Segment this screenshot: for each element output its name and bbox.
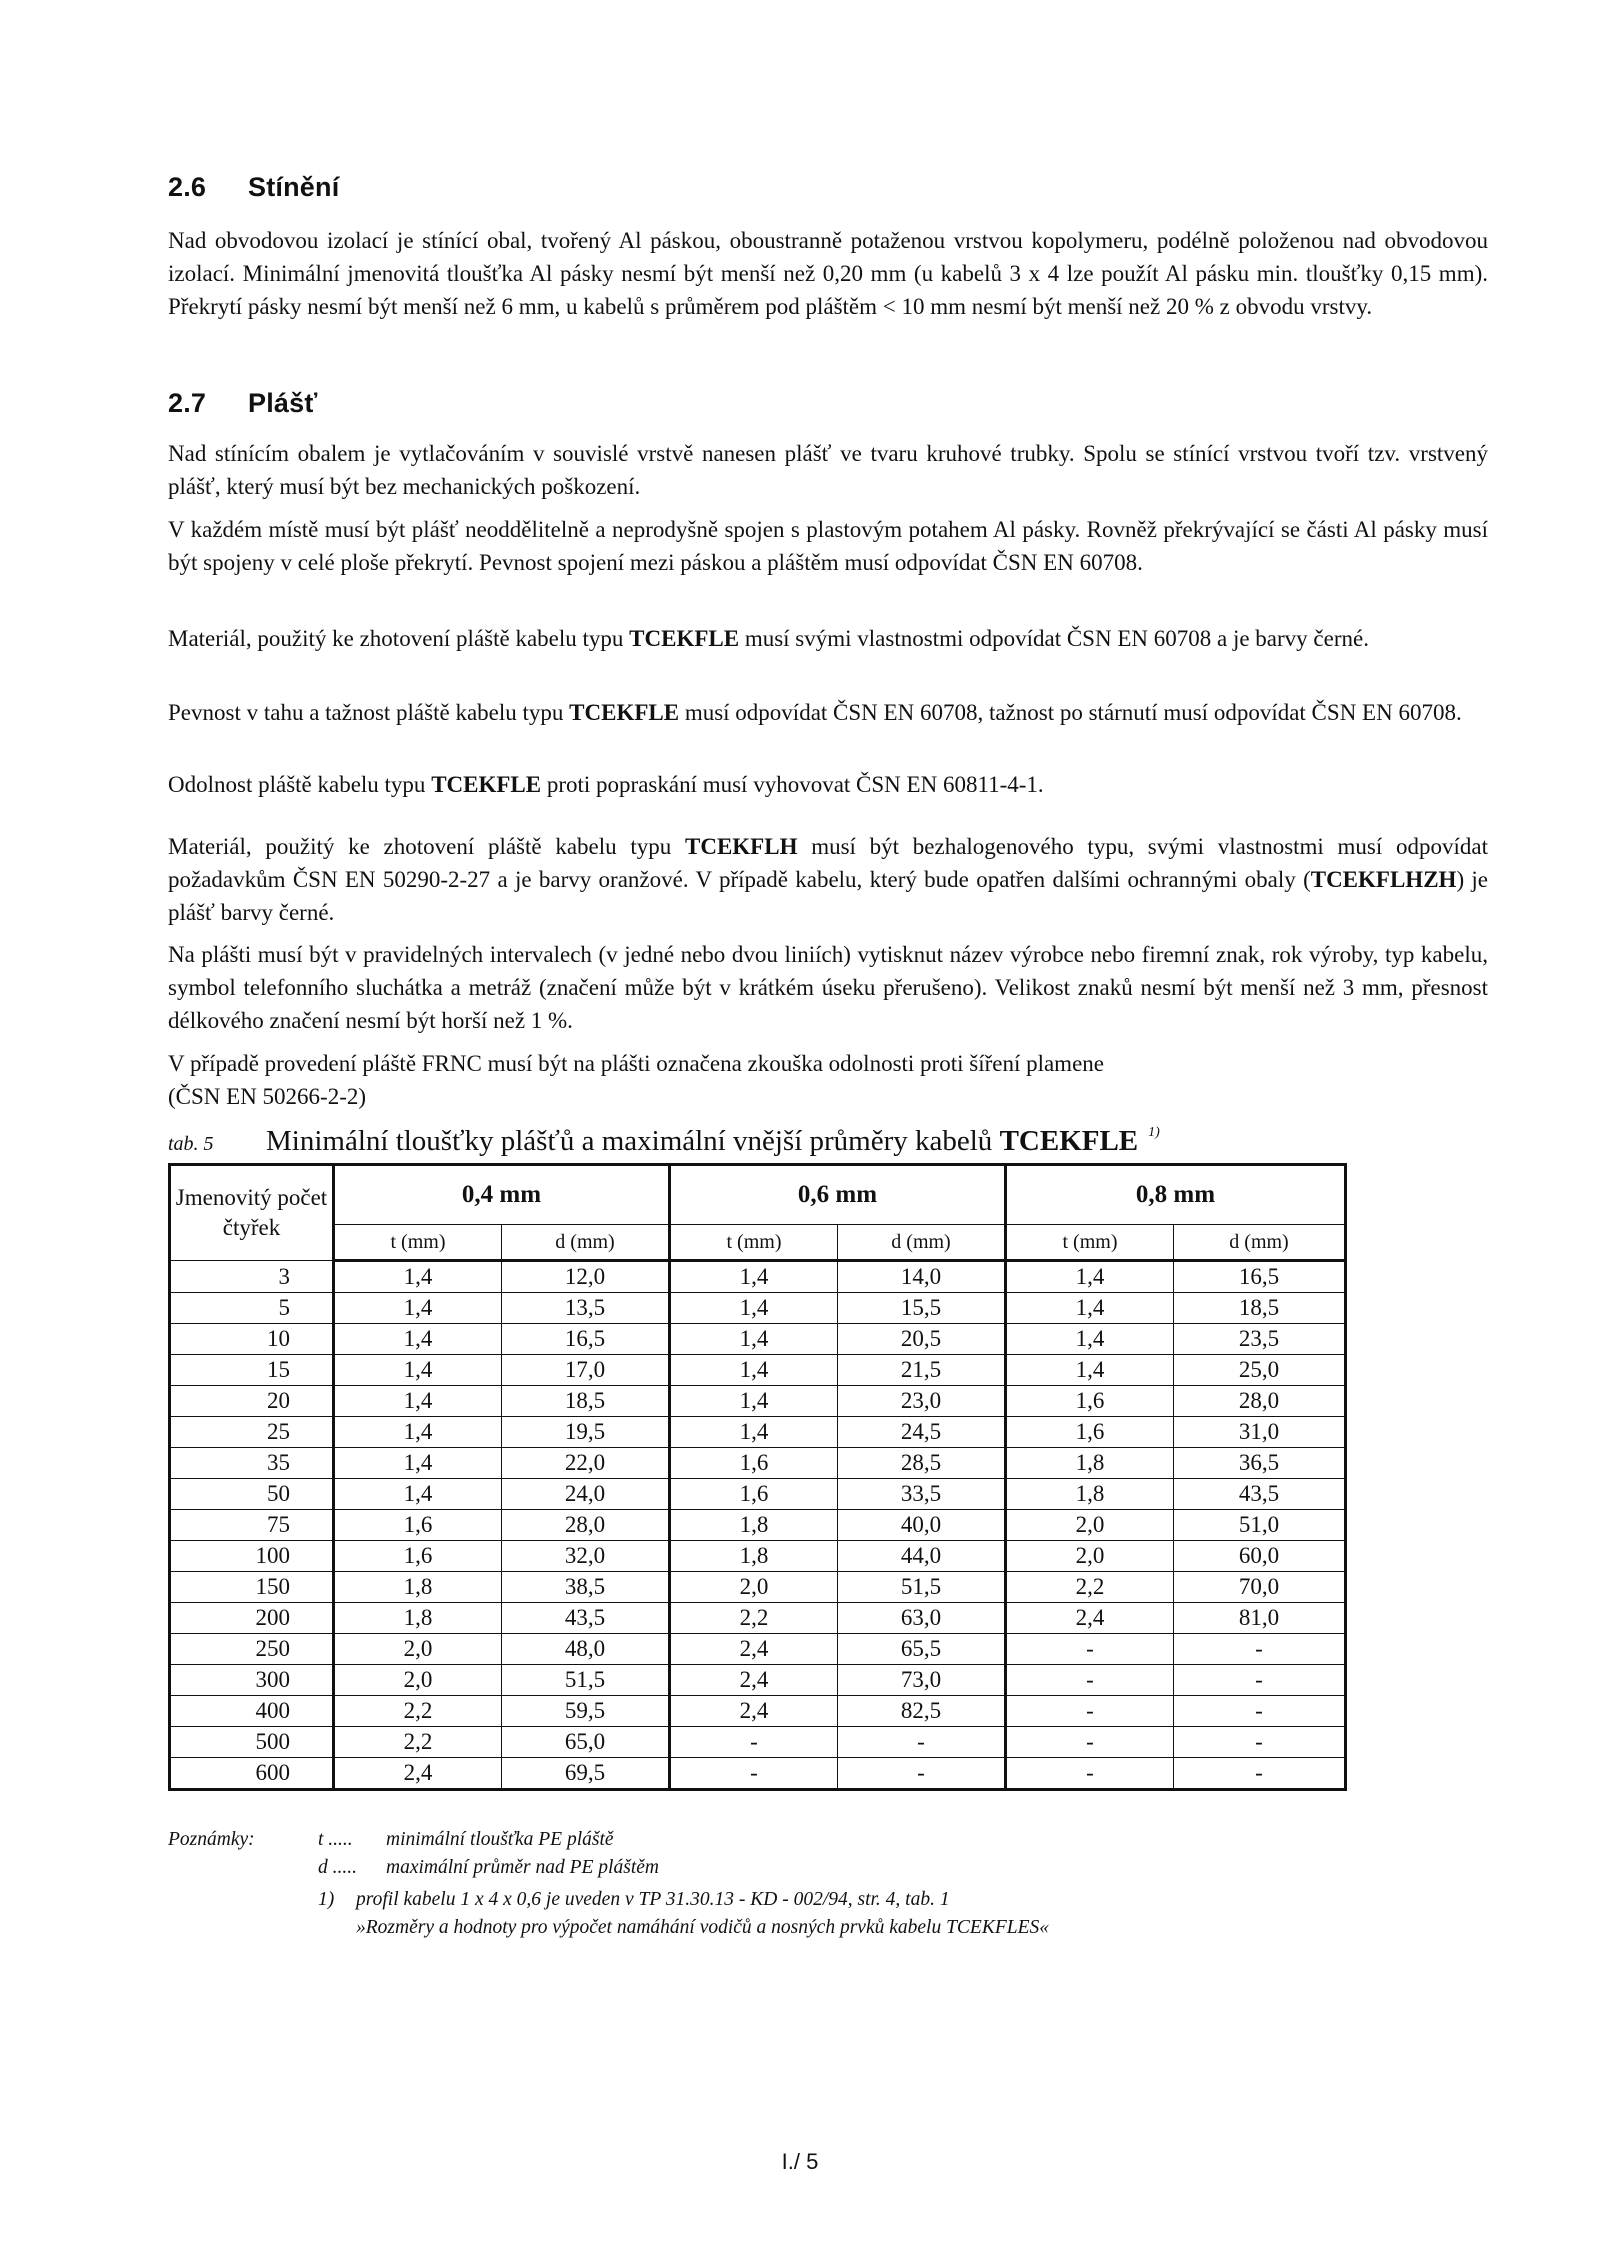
footnote-line-2: »Rozměry a hodnoty pro výpočet namáhání vodičů a nosných prvků kabelu TCEKFLES« (356, 1917, 1050, 1938)
sheath-paragraph-5: Odolnost pláště kabelu typu TCEKFLE proti popraskání musí vyhovovat ČSN EN 60811-4-1. (168, 772, 1044, 797)
thickness-cell: 1,4 (1006, 1355, 1174, 1386)
shielding-paragraph: Nad obvodovou izolací je stínící obal, tvořený Al páskou, oboustranně potaženou vrstvou kopolymeru, podélně položenou nad obvodovou izolací. Minimální jmenovitá tloušťka Al pásky nesmí být menší než 0,20 mm (u kabelů 3 x 4 lze použít Al pásku min. tloušťky 0,15 mm). Překrytí pásky nesmí být menší než 6 mm, u kabelů s průměrem pod pláštěm < 10 mm nesmí být menší než 20 % z obvodu vrstvy. (168, 228, 1488, 319)
diameter-cell: - (1174, 1665, 1346, 1696)
quad-count-cell: 150 (170, 1572, 334, 1603)
footnote-mark: 1) (318, 1889, 335, 1910)
header-group-0-4: 0,4 mm (334, 1165, 670, 1225)
thickness-cell: 2,2 (334, 1696, 502, 1727)
diameter-cell: 81,0 (1174, 1603, 1346, 1634)
table-row (170, 1510, 1346, 1541)
thickness-cell: 1,8 (1006, 1479, 1174, 1510)
diameter-cell: 51,5 (838, 1572, 1006, 1603)
diameter-cell: 12,0 (502, 1261, 670, 1293)
diameter-cell: 13,5 (502, 1293, 670, 1324)
diameter-cell: 70,0 (1174, 1572, 1346, 1603)
diameter-cell: 28,0 (502, 1510, 670, 1541)
diameter-cell: 69,5 (502, 1758, 670, 1790)
notes-label: Poznámky: (168, 1829, 255, 1850)
thickness-cell: 2,2 (1006, 1572, 1174, 1603)
thickness-cell: 1,6 (1006, 1386, 1174, 1417)
diameter-cell: 43,5 (1174, 1479, 1346, 1510)
diameter-cell: 24,5 (838, 1417, 1006, 1448)
thickness-cell: - (1006, 1727, 1174, 1758)
subheader-t: t (mm) (670, 1225, 838, 1261)
diameter-cell: 28,5 (838, 1448, 1006, 1479)
thickness-cell: 2,2 (334, 1727, 502, 1758)
table-label: tab. 5 (168, 1133, 214, 1155)
diameter-cell: 43,5 (502, 1603, 670, 1634)
page-number: I./ 5 (781, 2149, 819, 2174)
diameter-cell: 22,0 (502, 1448, 670, 1479)
table-row (170, 1324, 1346, 1355)
thickness-cell: 1,4 (670, 1261, 838, 1293)
sheath-paragraph-6: Materiál, použitý ke zhotovení pláště kabelu typu TCEKFLH musí být bezhalogenového typu, svými vlastnostmi musí odpovídat požadavkům ČSN EN 50290-2-27 a je barvy oranžové. V případě kabelu, který bude opatřen dalšími ochrannými obaly (TCEKFLHZH) je plášť barvy černé. (168, 834, 1489, 925)
table-row (170, 1696, 1346, 1727)
diameter-cell: 16,5 (502, 1324, 670, 1355)
thickness-cell: 2,4 (670, 1665, 838, 1696)
diameter-cell: 65,5 (838, 1634, 1006, 1665)
thickness-cell: - (1006, 1758, 1174, 1790)
section-number: 2.7 (168, 388, 207, 418)
thickness-cell: 2,0 (334, 1634, 502, 1665)
thickness-cell: - (1006, 1665, 1174, 1696)
thickness-cell: 1,4 (1006, 1293, 1174, 1324)
diameter-cell: 59,5 (502, 1696, 670, 1727)
thickness-cell: - (670, 1727, 838, 1758)
thickness-cell: 1,8 (670, 1510, 838, 1541)
thickness-cell: - (670, 1758, 838, 1790)
thickness-cell: 1,8 (1006, 1448, 1174, 1479)
sheath-paragraph-1: Nad stínícím obalem je vytlačováním v souvislé vrstvě nanesen plášť ve tvaru kruhové trubky. Spolu se stínící vrstvou tvoří tzv. vrstvený plášť, který musí být bez mechanických poškození. (168, 441, 1488, 499)
quad-count-cell: 100 (170, 1541, 334, 1572)
diameter-cell: 21,5 (838, 1355, 1006, 1386)
diameter-cell: - (1174, 1634, 1346, 1665)
table-row (170, 1355, 1346, 1386)
diameter-cell: 36,5 (1174, 1448, 1346, 1479)
thickness-cell: 1,4 (1006, 1261, 1174, 1293)
thickness-cell: 1,6 (670, 1448, 838, 1479)
section-title: Stínění (248, 172, 340, 202)
diameter-cell: 63,0 (838, 1603, 1006, 1634)
thickness-cell: 2,2 (670, 1603, 838, 1634)
thickness-cell: - (1006, 1634, 1174, 1665)
diameter-cell: 20,5 (838, 1324, 1006, 1355)
diameter-cell: 14,0 (838, 1261, 1006, 1293)
table-subheader-row (170, 1225, 1346, 1261)
table-row (170, 1448, 1346, 1479)
quad-count-cell: 500 (170, 1727, 334, 1758)
diameter-cell: 17,0 (502, 1355, 670, 1386)
thickness-cell: 1,4 (670, 1417, 838, 1448)
quad-count-cell: 15 (170, 1355, 334, 1386)
quad-count-cell: 3 (170, 1261, 334, 1293)
quad-count-cell: 10 (170, 1324, 334, 1355)
sheath-paragraph-4: Pevnost v tahu a tažnost pláště kabelu typu TCEKFLE musí odpovídat ČSN EN 60708, tažnost po stárnutí musí odpovídat ČSN EN 60708. (168, 700, 1462, 725)
footnote-line-1: 1) profil kabelu 1 x 4 x 0,6 je uveden v TP 31.30.13 - KD - 002/94, str. 4, tab. 1 (318, 1886, 950, 1914)
diameter-cell: 38,5 (502, 1572, 670, 1603)
thickness-cell: 1,8 (334, 1572, 502, 1603)
diameter-cell: 82,5 (838, 1696, 1006, 1727)
table-row (170, 1603, 1346, 1634)
subheader-d: d (mm) (502, 1225, 670, 1261)
sheath-paragraph-8: V případě provedení pláště FRNC musí být na plášti označena zkouška odolnosti proti šíření plamene (ČSN EN 50266-2-2) (168, 1051, 1104, 1109)
subheader-t: t (mm) (1006, 1225, 1174, 1261)
diameter-cell: - (1174, 1696, 1346, 1727)
section-title: Plášť (248, 388, 318, 418)
thickness-cell: 2,0 (334, 1665, 502, 1696)
diameter-cell: 18,5 (1174, 1293, 1346, 1324)
quad-count-cell: 600 (170, 1758, 334, 1790)
thickness-cell: 1,6 (334, 1510, 502, 1541)
thickness-cell: 1,4 (334, 1417, 502, 1448)
table-row (170, 1479, 1346, 1510)
diameter-cell: 31,0 (1174, 1417, 1346, 1448)
diameter-cell: 48,0 (502, 1634, 670, 1665)
cable-dimensions-table (168, 1163, 1347, 1791)
table-row (170, 1293, 1346, 1324)
diameter-cell: 73,0 (838, 1665, 1006, 1696)
quad-count-cell: 25 (170, 1417, 334, 1448)
diameter-cell: 44,0 (838, 1541, 1006, 1572)
section-heading-2-6 (168, 168, 339, 207)
diameter-cell: 40,0 (838, 1510, 1006, 1541)
table-caption (168, 1121, 1468, 1162)
table-row (170, 1541, 1346, 1572)
quad-count-cell: 250 (170, 1634, 334, 1665)
header-group-0-6: 0,6 mm (670, 1165, 1006, 1225)
thickness-cell: 2,0 (1006, 1510, 1174, 1541)
subheader-d: d (mm) (1174, 1225, 1346, 1261)
diameter-cell: 25,0 (1174, 1355, 1346, 1386)
quad-count-cell: 35 (170, 1448, 334, 1479)
thickness-cell: 1,4 (670, 1324, 838, 1355)
quad-count-cell: 5 (170, 1293, 334, 1324)
thickness-cell: 1,8 (670, 1541, 838, 1572)
diameter-cell: 24,0 (502, 1479, 670, 1510)
note-d: d ..... maximální průměr nad PE pláštěm (318, 1857, 659, 1878)
thickness-cell: 1,6 (1006, 1417, 1174, 1448)
diameter-cell: 65,0 (502, 1727, 670, 1758)
table-row (170, 1727, 1346, 1758)
thickness-cell: 1,6 (334, 1541, 502, 1572)
thickness-cell: 1,4 (334, 1479, 502, 1510)
header-quad-count: Jmenovitý počet čtyřek (170, 1165, 334, 1261)
footnote-mark: 1) (1148, 1125, 1160, 1140)
thickness-cell: 1,4 (1006, 1324, 1174, 1355)
diameter-cell: 19,5 (502, 1417, 670, 1448)
quad-count-cell: 200 (170, 1603, 334, 1634)
diameter-cell: 23,5 (1174, 1324, 1346, 1355)
diameter-cell: - (1174, 1727, 1346, 1758)
diameter-cell: 33,5 (838, 1479, 1006, 1510)
sheath-paragraph-2: V každém místě musí být plášť neoddělitelně a neprodyšně spojen s plastovým potahem Al pásky. Rovněž překrývající se části Al pásky musí být spojeny v celé ploše překrytí. Pevnost spojení mezi páskou a pláštěm musí odpovídat ČSN EN 60708. (168, 517, 1488, 575)
thickness-cell: 2,4 (670, 1634, 838, 1665)
thickness-cell: 1,4 (334, 1293, 502, 1324)
diameter-cell: - (838, 1758, 1006, 1790)
thickness-cell: 1,4 (334, 1386, 502, 1417)
subheader-t: t (mm) (334, 1225, 502, 1261)
quad-count-cell: 50 (170, 1479, 334, 1510)
diameter-cell: - (838, 1727, 1006, 1758)
thickness-cell: 1,4 (334, 1355, 502, 1386)
thickness-cell: 2,4 (1006, 1603, 1174, 1634)
table-row (170, 1572, 1346, 1603)
table-header-row (170, 1165, 1346, 1225)
quad-count-cell: 400 (170, 1696, 334, 1727)
subheader-d: d (mm) (838, 1225, 1006, 1261)
header-group-0-8: 0,8 mm (1006, 1165, 1346, 1225)
diameter-cell: 32,0 (502, 1541, 670, 1572)
note-t: t ..... minimální tloušťka PE pláště (318, 1829, 614, 1850)
sheath-paragraph-7: Na plášti musí být v pravidelných intervalech (v jedné nebo dvou liniích) vytisknut název výrobce nebo firemní znak, rok výroby, typ kabelu, symbol telefonního sluchátka a metráž (značení může být v krátkém úseku přerušeno). Velikost znaků nesmí být menší než 3 mm, přesnost délkového značení nesmí být horší než 1 %. (168, 942, 1488, 1033)
section-heading-2-7 (168, 384, 317, 423)
table-row (170, 1386, 1346, 1417)
diameter-cell: - (1174, 1758, 1346, 1790)
thickness-cell: 1,6 (670, 1479, 838, 1510)
diameter-cell: 16,5 (1174, 1261, 1346, 1293)
diameter-cell: 60,0 (1174, 1541, 1346, 1572)
diameter-cell: 28,0 (1174, 1386, 1346, 1417)
thickness-cell: 1,4 (670, 1386, 838, 1417)
diameter-cell: 15,5 (838, 1293, 1006, 1324)
thickness-cell: 2,4 (334, 1758, 502, 1790)
thickness-cell: 1,8 (334, 1603, 502, 1634)
quad-count-cell: 75 (170, 1510, 334, 1541)
table-row (170, 1665, 1346, 1696)
thickness-cell: 1,4 (334, 1324, 502, 1355)
table-row (170, 1261, 1346, 1293)
quad-count-cell: 300 (170, 1665, 334, 1696)
thickness-cell: 2,0 (670, 1572, 838, 1603)
diameter-cell: 51,0 (1174, 1510, 1346, 1541)
diameter-cell: 51,5 (502, 1665, 670, 1696)
section-number: 2.6 (168, 172, 207, 202)
thickness-cell: 1,4 (670, 1293, 838, 1324)
quad-count-cell: 20 (170, 1386, 334, 1417)
table-title: Minimální tloušťky plášťů a maximální vnější průměry kabelů TCEKFLE (266, 1125, 1139, 1157)
thickness-cell: 1,4 (334, 1261, 502, 1293)
diameter-cell: 23,0 (838, 1386, 1006, 1417)
thickness-cell: 1,4 (334, 1448, 502, 1479)
thickness-cell: 1,4 (670, 1355, 838, 1386)
table-row (170, 1634, 1346, 1665)
table-row (170, 1417, 1346, 1448)
thickness-cell: 2,0 (1006, 1541, 1174, 1572)
thickness-cell: - (1006, 1696, 1174, 1727)
diameter-cell: 18,5 (502, 1386, 670, 1417)
table-row (170, 1758, 1346, 1790)
thickness-cell: 2,4 (670, 1696, 838, 1727)
sheath-paragraph-3: Materiál, použitý ke zhotovení pláště kabelu typu TCEKFLE musí svými vlastnostmi odpovídat ČSN EN 60708 a je barvy černé. (168, 626, 1369, 651)
